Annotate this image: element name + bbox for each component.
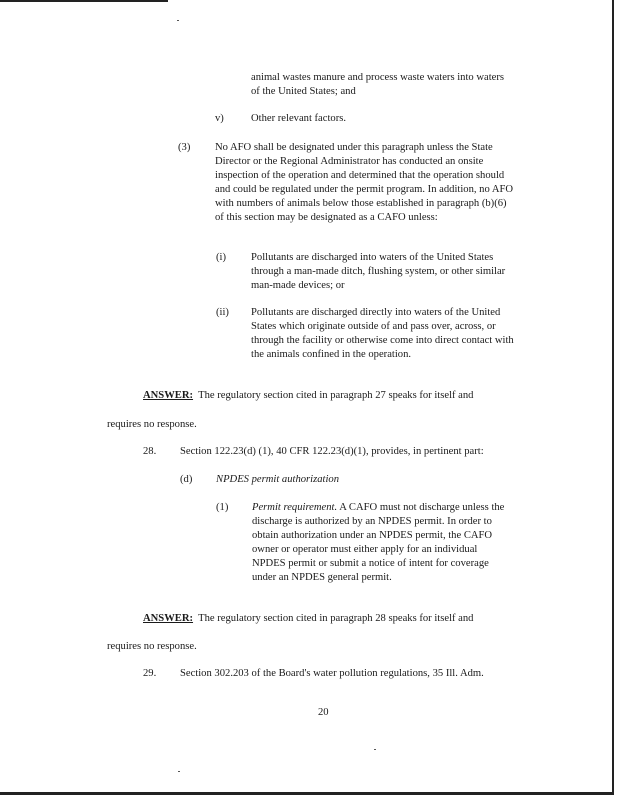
- scan-speck: [374, 749, 376, 750]
- item-v-label: v): [215, 113, 224, 124]
- scan-edge-bottom: [0, 792, 614, 795]
- answer-27-text: The regulatory section cited in paragraph 27 speaks for itself and: [198, 390, 474, 401]
- answer-28-label: ANSWER:: [143, 613, 194, 624]
- item-3-ii-text: Pollutants are discharged directly into waters of the United States which originate outside of and pass over, across, or through the facility or otherwise come into direct contact with the animals confined in the operation.: [251, 307, 514, 360]
- answer-27-line1: [143, 389, 473, 402]
- answer-28-line1: [143, 612, 473, 625]
- answer-27-line2: requires no response.: [107, 419, 197, 430]
- scan-speck: [178, 771, 180, 772]
- item-3-text: No AFO shall be designated under this paragraph unless the State Director or the Regional Administrator has conducted an onsite inspection of the operation and determined that the operation should and could be regulated under the permit program. In addition, no AFO with numbers of animals below those established in paragraph (b)(6) of this section may be designated as a CAFO unless:: [215, 142, 514, 223]
- item-d-1-title: Permit requirement.: [252, 502, 338, 513]
- item-d-1-text: A CAFO must not discharge unless the discharge is authorized by an NPDES permit. In order to obtain authorization under an NPDES permit, the CAFO owner or operator must either apply for an individual NPDES permit or submit a notice of intent for coverage under an NPDES general permit.: [252, 502, 505, 583]
- continuation-text: animal wastes manure and process waste waters into waters of the United States; and: [251, 72, 504, 97]
- item-d-1-label: (1): [216, 502, 229, 513]
- scan-edge-top: [0, 0, 168, 2]
- answer-28-line2: requires no response.: [107, 641, 197, 652]
- item-3-label: (3): [178, 142, 191, 153]
- item-3-i-text: Pollutants are discharged into waters of the United States through a man-made ditch, flushing system, or other similar man-made devices; or: [251, 252, 506, 291]
- item-d-heading: NPDES permit authorization: [216, 474, 340, 485]
- item-d-1-body: [252, 501, 508, 584]
- scan-speck: [177, 20, 179, 21]
- answer-28-text: The regulatory section cited in paragraph 28 speaks for itself and: [198, 613, 474, 624]
- para-29-number: 29.: [143, 668, 157, 679]
- item-3-ii-label: (ii): [216, 307, 229, 318]
- para-29-text: Section 302.203 of the Board's water pollution regulations, 35 Ill. Adm.: [180, 668, 484, 679]
- answer-27-label: ANSWER:: [143, 390, 194, 401]
- para-28-text: Section 122.23(d) (1), 40 CFR 122.23(d)(1), provides, in pertinent part:: [180, 446, 484, 457]
- item-d-label: (d): [180, 474, 193, 485]
- item-v-text: Other relevant factors.: [251, 113, 347, 124]
- page-number: 20: [318, 707, 329, 718]
- para-28-number: 28.: [143, 446, 157, 457]
- scan-edge-right: [612, 0, 614, 792]
- item-3-i-label: (i): [216, 252, 226, 263]
